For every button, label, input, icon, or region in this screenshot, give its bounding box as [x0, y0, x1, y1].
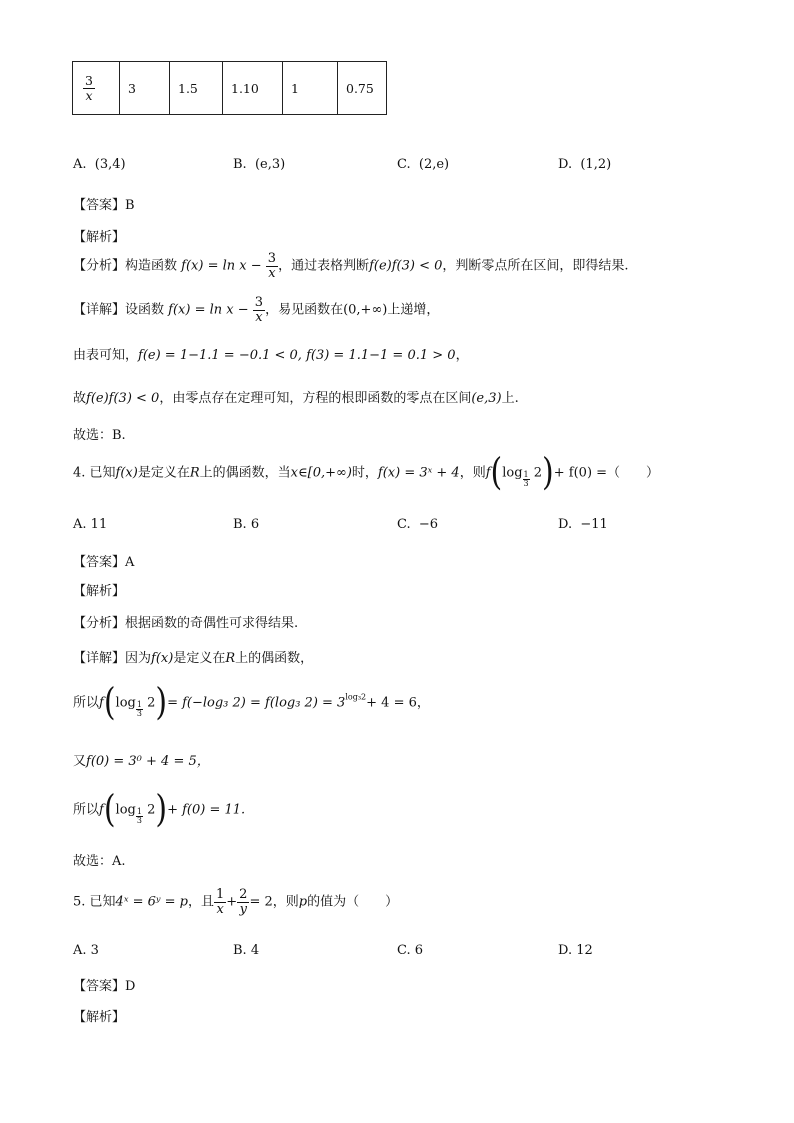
q3-xiangjie: 【详解】设函数 f(x) = ln x − $\frac{3}{x}$ ，易见函数在(0,+∞)上递增，: [73, 295, 440, 325]
q3-option-d: D. (1,2): [558, 157, 612, 172]
q5-option-b: B. 4: [233, 943, 260, 958]
q3-option-a: A. (3,4): [73, 157, 126, 172]
log-base-fraction: $\frac{1}{3}$: [136, 699, 142, 718]
q4-option-b: B. 6: [233, 517, 260, 532]
q4-stem: 4. 已知f(x)是定义在R上的偶函数，当x∈[0,+∞)时，f(x) = 3ˣ + 4，则f(log $\frac{1}{3}$ 2)+ f(0) =（ ）: [73, 450, 660, 495]
log-base-fraction: $\frac{1}{3}$: [523, 469, 529, 488]
q4-line3: 所以f(log $\frac{1}{3}$ 2)+ f(0) = 11.: [73, 787, 246, 832]
table-cell: 1.5: [170, 62, 223, 115]
q4-option-a: A. 11: [73, 517, 108, 532]
q4-option-c: C. −6: [397, 517, 439, 532]
q3-table-reasoning: 由表可知，f(e) = 1−1.1 = −0.1 < 0, f(3) = 1.1−1 = 0.1 > 0，: [73, 348, 469, 363]
q4-line2: 又f(0) = 3⁰ + 4 = 5，: [73, 754, 210, 769]
fraction-3-over-x: [83, 74, 95, 101]
q5-option-c: C. 6: [397, 943, 424, 958]
table-header-cell: [73, 62, 120, 115]
q4-fenxi: 【分析】根据函数的奇偶性可求得结果.: [73, 616, 299, 631]
table-cell: 1.10: [223, 62, 283, 115]
fraction-3-over-x: $\frac{3}{x}$: [254, 295, 264, 325]
q3-choice: 故选：B.: [73, 428, 126, 443]
table-cell: 0.75: [338, 62, 387, 115]
denominator: x: [85, 87, 93, 103]
q4-line1: 所以f(log $\frac{1}{3}$ 2)= f(−log₃ 2) = f(log₃ $2) = 3^{log_32}+ 4 = 6$，: [73, 680, 430, 725]
table-row: [73, 62, 387, 115]
q4-analysis-heading: 【解析】: [73, 584, 126, 599]
q4-option-d: D. −11: [558, 517, 608, 532]
q5-option-a: A. 3: [73, 943, 99, 958]
fraction-3-over-x: $\frac{3}{x}$: [267, 251, 277, 281]
q5-answer: 【答案】D: [73, 979, 136, 994]
fraction-2-over-y: $\frac{2}{y}$: [239, 887, 248, 917]
table-cell: 3: [120, 62, 170, 115]
q5-option-d: D. 12: [558, 943, 593, 958]
q3-fenxi: 【分析】构造函数 f(x) = ln x − $\frac{3}{x}$ ，通过表格判断f(e)f(3) < 0，判断零点所在区间，即得结果.: [73, 251, 629, 281]
table-cell: 1: [283, 62, 338, 115]
q3-answer: 【答案】B: [73, 198, 135, 213]
q5-analysis-heading: 【解析】: [73, 1010, 126, 1025]
q3-option-c: C. (2,e): [397, 157, 450, 172]
log-base-fraction: $\frac{1}{3}$: [136, 806, 142, 825]
numerator: 3: [85, 73, 93, 89]
value-table: [72, 61, 387, 115]
q4-choice: 故选：A.: [73, 854, 126, 869]
q5-stem: 5. 已知4ˣ = 6ʸ = p，且 $\frac{1}{x}$ + $\frac{2}{y}$ = 2，则p的值为（ ）: [73, 887, 399, 917]
q3-option-b: B. (e,3): [233, 157, 286, 172]
q3-analysis-heading: 【解析】: [73, 230, 126, 245]
fraction-1-over-x: $\frac{1}{x}$: [215, 887, 225, 917]
q4-answer: 【答案】A: [73, 555, 135, 570]
q3-conclusion: 故f(e)f(3) < 0，由零点存在定理可知，方程的根即函数的零点在区间(e,3)上.: [73, 391, 519, 406]
q4-xiangjie: 【详解】因为f(x)是定义在R上的偶函数，: [73, 651, 314, 666]
